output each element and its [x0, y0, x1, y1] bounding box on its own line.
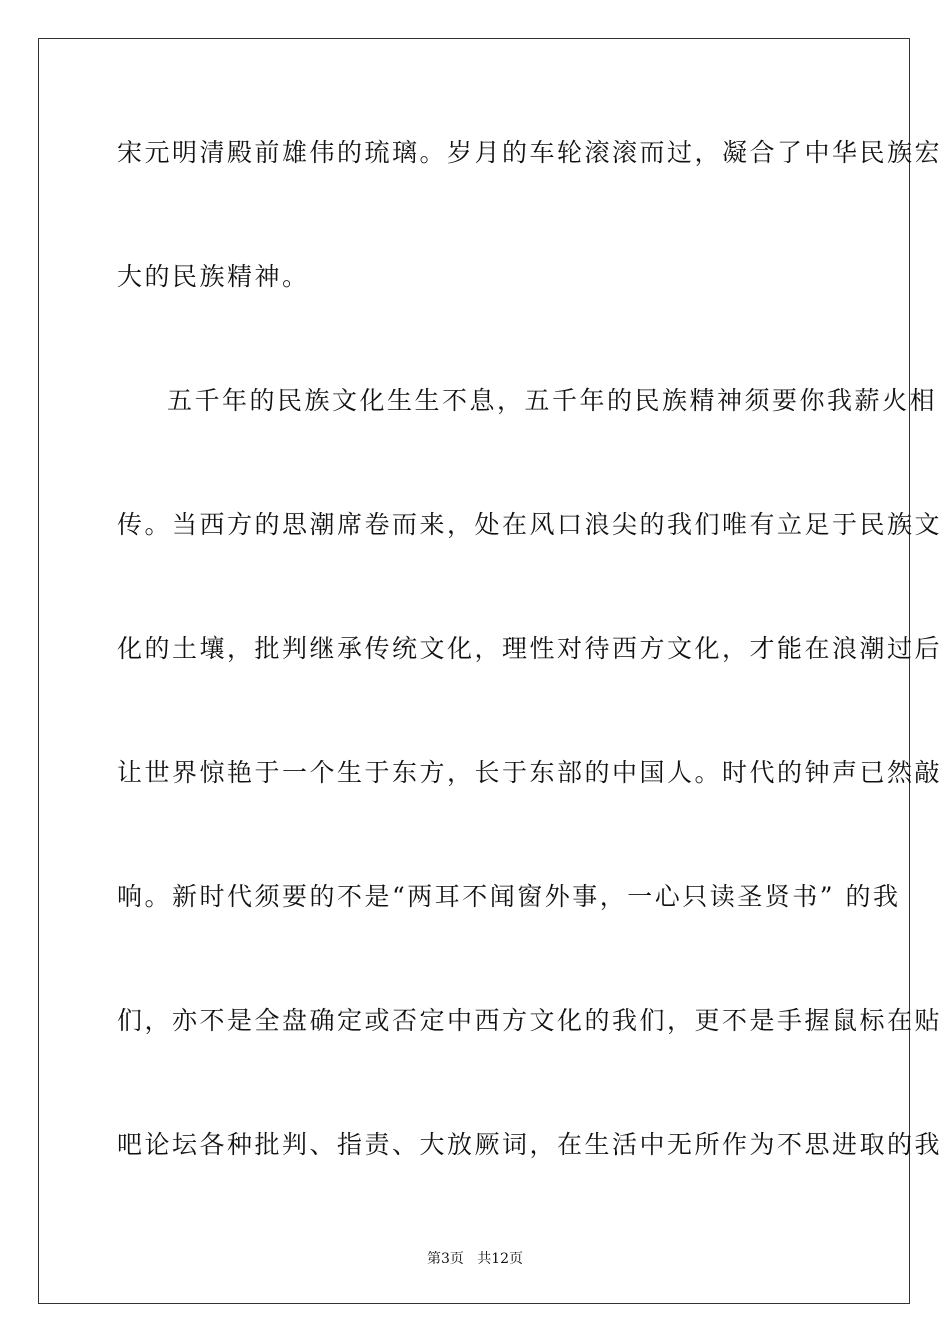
page-footer: 第3页 共12页 [426, 1251, 524, 1267]
text-line-1: 宋元明清殿前雄伟的琉璃。岁月的车轮滚滚而过，凝合了中华民族宏 [117, 138, 943, 167]
text-line-7: 响。新时代须要的不是“两耳不闻窗外事，一心只读圣贤书” 的我 [117, 882, 901, 911]
text-line-8: 们，亦不是全盘确定或否定中西方文化的我们，更不是手握鼠标在贴 [117, 1006, 943, 1035]
text-line-9: 吧论坛各种批判、指责、大放厥词，在生活中无所作为不思进取的我 [117, 1130, 943, 1159]
text-line-4: 传。当西方的思潮席卷而来，处在风口浪尖的我们唯有立足于民族文 [117, 510, 943, 539]
text-line-2: 大的民族精神。 [117, 262, 310, 291]
text-line-6: 让世界惊艳于一个生于东方，长于东部的中国人。时代的钟声已然敲 [117, 758, 943, 787]
text-line-3: 五千年的民族文化生生不息，五千年的民族精神须要你我薪火相 [167, 386, 938, 415]
page-border [38, 38, 943, 1304]
text-line-5: 化的土壤，批判继承传统文化，理性对待西方文化，才能在浪潮过后 [117, 634, 943, 663]
